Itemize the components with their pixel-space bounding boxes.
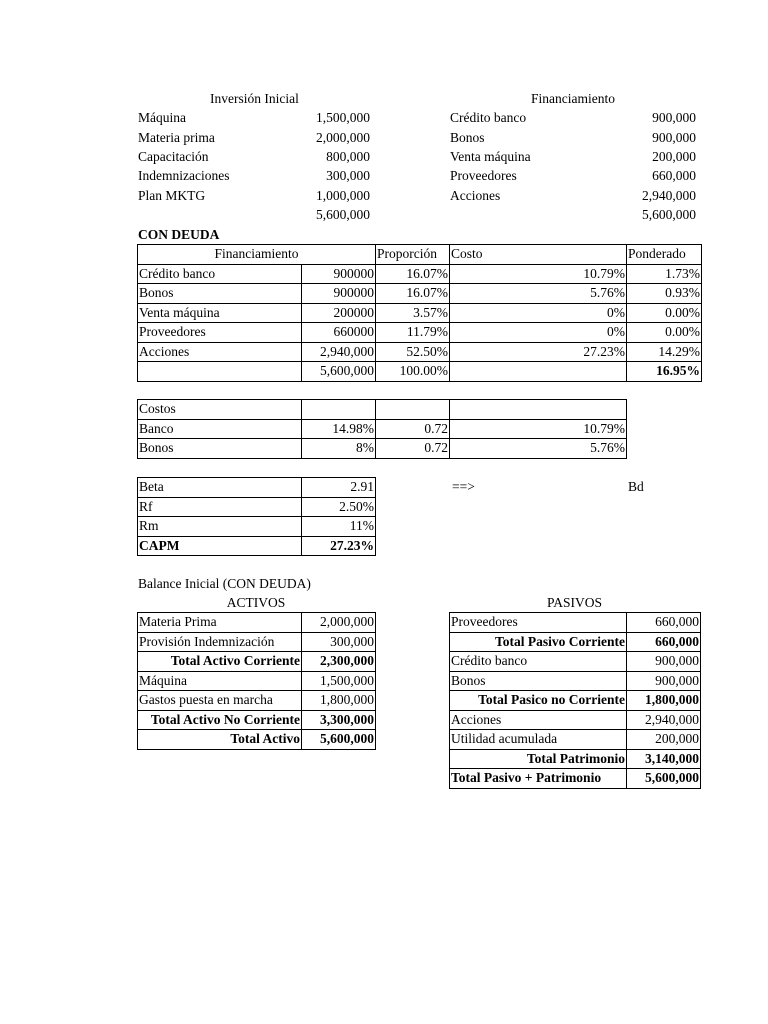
- table-total-row: [138, 710, 376, 730]
- pasivo-label: Bonos: [450, 671, 627, 691]
- row-costo: 0%: [450, 303, 627, 323]
- header-proporcion: Proporción: [376, 245, 450, 265]
- total-amount: 5,600,000: [302, 362, 376, 382]
- activo-value: 300,000: [302, 632, 376, 652]
- table-row: [450, 613, 701, 633]
- activo-total-value: 3,300,000: [302, 710, 376, 730]
- header-costo: Costo: [450, 245, 627, 265]
- activo-label: Gastos puesta en marcha: [138, 691, 302, 711]
- row-costo: 5.76%: [450, 284, 627, 304]
- table-row: [138, 613, 376, 633]
- row-ponderado: 14.29%: [627, 342, 702, 362]
- pasivo-value: 900,000: [627, 671, 701, 691]
- pasivo-total-value: 660,000: [627, 632, 701, 652]
- activo-label: Máquina: [138, 671, 302, 691]
- row-proporcion: 16.07%: [376, 264, 450, 284]
- activo-total-label: Total Activo: [138, 730, 302, 750]
- activos-title: ACTIVOS: [226, 595, 286, 610]
- costos-label: Bonos: [138, 439, 302, 459]
- pasivo-label: Proveedores: [450, 613, 627, 633]
- table-row: [138, 517, 376, 537]
- pasivos-table: [449, 612, 701, 789]
- inversion-item-value: 800,000: [326, 149, 370, 164]
- balance-title: Balance Inicial (CON DEUDA): [138, 576, 311, 591]
- row-label: Proveedores: [138, 323, 302, 343]
- table-row: [138, 284, 702, 304]
- row-proporcion: 11.79%: [376, 323, 450, 343]
- activo-total-value: 2,300,000: [302, 652, 376, 672]
- table-total-row: [138, 652, 376, 672]
- table-row: [138, 342, 702, 362]
- activo-label: Materia Prima: [138, 613, 302, 633]
- inversion-item-value: 1,500,000: [316, 110, 370, 125]
- pasivo-total-value: 1,800,000: [627, 691, 701, 711]
- pasivo-label: Utilidad acumulada: [450, 730, 627, 750]
- financiamiento-item-value: 200,000: [652, 149, 696, 164]
- table-row: [138, 671, 376, 691]
- row-costo: 10.79%: [450, 264, 627, 284]
- row-label: Acciones: [138, 342, 302, 362]
- pasivos-title: PASIVOS: [546, 595, 603, 610]
- table-total-row: [138, 536, 376, 556]
- pasivo-total-value: 3,140,000: [627, 749, 701, 769]
- con-deuda-title: CON DEUDA: [138, 227, 220, 242]
- financiamiento-item-label: Venta máquina: [450, 149, 531, 164]
- table-header-row: [138, 400, 627, 420]
- pasivo-value: 200,000: [627, 730, 701, 750]
- inversion-total: 5,600,000: [316, 207, 370, 222]
- capm-label: Rm: [138, 517, 302, 537]
- pasivo-total-label: Total Pasivo Corriente: [450, 632, 627, 652]
- total-costo-cell: [450, 362, 627, 382]
- row-amount: 900000: [302, 284, 376, 304]
- inversion-item-value: 1,000,000: [316, 188, 370, 203]
- table-header-row: [138, 245, 702, 265]
- table-row: [138, 478, 376, 498]
- capm-result-value: 27.23%: [302, 536, 376, 556]
- table-total-row: [138, 730, 376, 750]
- capm-label: Beta: [138, 478, 302, 498]
- pasivo-value: 660,000: [627, 613, 701, 633]
- header-financiamiento: Financiamiento: [138, 245, 376, 265]
- financiamiento-item-label: Acciones: [450, 188, 501, 203]
- total-proporcion: 100.00%: [376, 362, 450, 382]
- total-ponderado: 16.95%: [627, 362, 702, 382]
- financiamiento-item-value: 660,000: [652, 168, 696, 183]
- costos-result: 10.79%: [450, 419, 627, 439]
- financiamiento-item-value: 2,940,000: [642, 188, 696, 203]
- pasivo-value: 2,940,000: [627, 710, 701, 730]
- capm-table: [137, 477, 376, 556]
- row-amount: 2,940,000: [302, 342, 376, 362]
- inversion-item-label: Indemnizaciones: [138, 168, 230, 183]
- row-label: Bonos: [138, 284, 302, 304]
- header-ponderado: Ponderado: [627, 245, 702, 265]
- row-proporcion: 3.57%: [376, 303, 450, 323]
- row-proporcion: 52.50%: [376, 342, 450, 362]
- con-deuda-table: [137, 244, 702, 382]
- financiamiento-title: Financiamiento: [531, 91, 615, 106]
- costos-table: [137, 399, 627, 459]
- row-label: Venta máquina: [138, 303, 302, 323]
- activo-total-label: Total Activo Corriente: [138, 652, 302, 672]
- table-row: [138, 264, 702, 284]
- activos-table: [137, 612, 376, 750]
- table-row: [450, 710, 701, 730]
- row-costo: 0%: [450, 323, 627, 343]
- table-row: [450, 671, 701, 691]
- empty-cell: [376, 400, 450, 420]
- costos-rate: 14.98%: [302, 419, 376, 439]
- capm-value: 2.91: [302, 478, 376, 498]
- pasivo-total-label: Total Pasico no Corriente: [450, 691, 627, 711]
- inversion-title: Inversión Inicial: [210, 91, 299, 106]
- pasivo-label: Crédito banco: [450, 652, 627, 672]
- row-ponderado: 0.00%: [627, 323, 702, 343]
- inversion-item-label: Máquina: [138, 110, 186, 125]
- table-row: [138, 439, 627, 459]
- table-row: [138, 323, 702, 343]
- costos-factor: 0.72: [376, 439, 450, 459]
- capm-value: 11%: [302, 517, 376, 537]
- costos-factor: 0.72: [376, 419, 450, 439]
- activo-total-value: 5,600,000: [302, 730, 376, 750]
- activo-total-label: Total Activo No Corriente: [138, 710, 302, 730]
- inversion-item-label: Plan MKTG: [138, 188, 206, 203]
- row-amount: 660000: [302, 323, 376, 343]
- row-amount: 900000: [302, 264, 376, 284]
- financiamiento-item-value: 900,000: [652, 130, 696, 145]
- inversion-item-value: 2,000,000: [316, 130, 370, 145]
- row-ponderado: 0.93%: [627, 284, 702, 304]
- costos-label: Banco: [138, 419, 302, 439]
- inversion-item-label: Capacitación: [138, 149, 209, 164]
- financiamiento-item-value: 900,000: [652, 110, 696, 125]
- table-total-row: [450, 691, 701, 711]
- arrow-text: ==>: [452, 479, 475, 494]
- costos-result: 5.76%: [450, 439, 627, 459]
- costos-rate: 8%: [302, 439, 376, 459]
- capm-label: Rf: [138, 497, 302, 517]
- table-total-row: [450, 632, 701, 652]
- activo-label: Provisión Indemnización: [138, 632, 302, 652]
- row-ponderado: 1.73%: [627, 264, 702, 284]
- empty-cell: [450, 400, 627, 420]
- table-row: [138, 497, 376, 517]
- table-row: [138, 691, 376, 711]
- empty-cell: [302, 400, 376, 420]
- table-total-row: [450, 749, 701, 769]
- table-row: [138, 303, 702, 323]
- row-proporcion: 16.07%: [376, 284, 450, 304]
- activo-value: 2,000,000: [302, 613, 376, 633]
- row-costo: 27.23%: [450, 342, 627, 362]
- row-ponderado: 0.00%: [627, 303, 702, 323]
- table-row: [450, 652, 701, 672]
- total-label-cell: [138, 362, 302, 382]
- table-total-row: [138, 362, 702, 382]
- table-grand-total-row: [450, 769, 701, 789]
- activo-value: 1,500,000: [302, 671, 376, 691]
- table-row: [450, 730, 701, 750]
- activo-value: 1,800,000: [302, 691, 376, 711]
- financiamiento-total: 5,600,000: [642, 207, 696, 222]
- bd-note: Bd: [628, 479, 644, 494]
- pasivo-grand-total-label: Total Pasivo + Patrimonio: [450, 769, 627, 789]
- pasivo-grand-total-value: 5,600,000: [627, 769, 701, 789]
- table-row: [138, 632, 376, 652]
- row-label: Crédito banco: [138, 264, 302, 284]
- table-row: [138, 419, 627, 439]
- financiamiento-item-label: Proveedores: [450, 168, 517, 183]
- financiamiento-item-label: Crédito banco: [450, 110, 527, 125]
- costos-title: Costos: [138, 400, 302, 420]
- pasivo-label: Acciones: [450, 710, 627, 730]
- capm-result-label: CAPM: [138, 536, 302, 556]
- inversion-item-label: Materia prima: [138, 130, 215, 145]
- pasivo-total-label: Total Patrimonio: [450, 749, 627, 769]
- capm-value: 2.50%: [302, 497, 376, 517]
- pasivo-value: 900,000: [627, 652, 701, 672]
- inversion-item-value: 300,000: [326, 168, 370, 183]
- row-amount: 200000: [302, 303, 376, 323]
- financiamiento-item-label: Bonos: [450, 130, 485, 145]
